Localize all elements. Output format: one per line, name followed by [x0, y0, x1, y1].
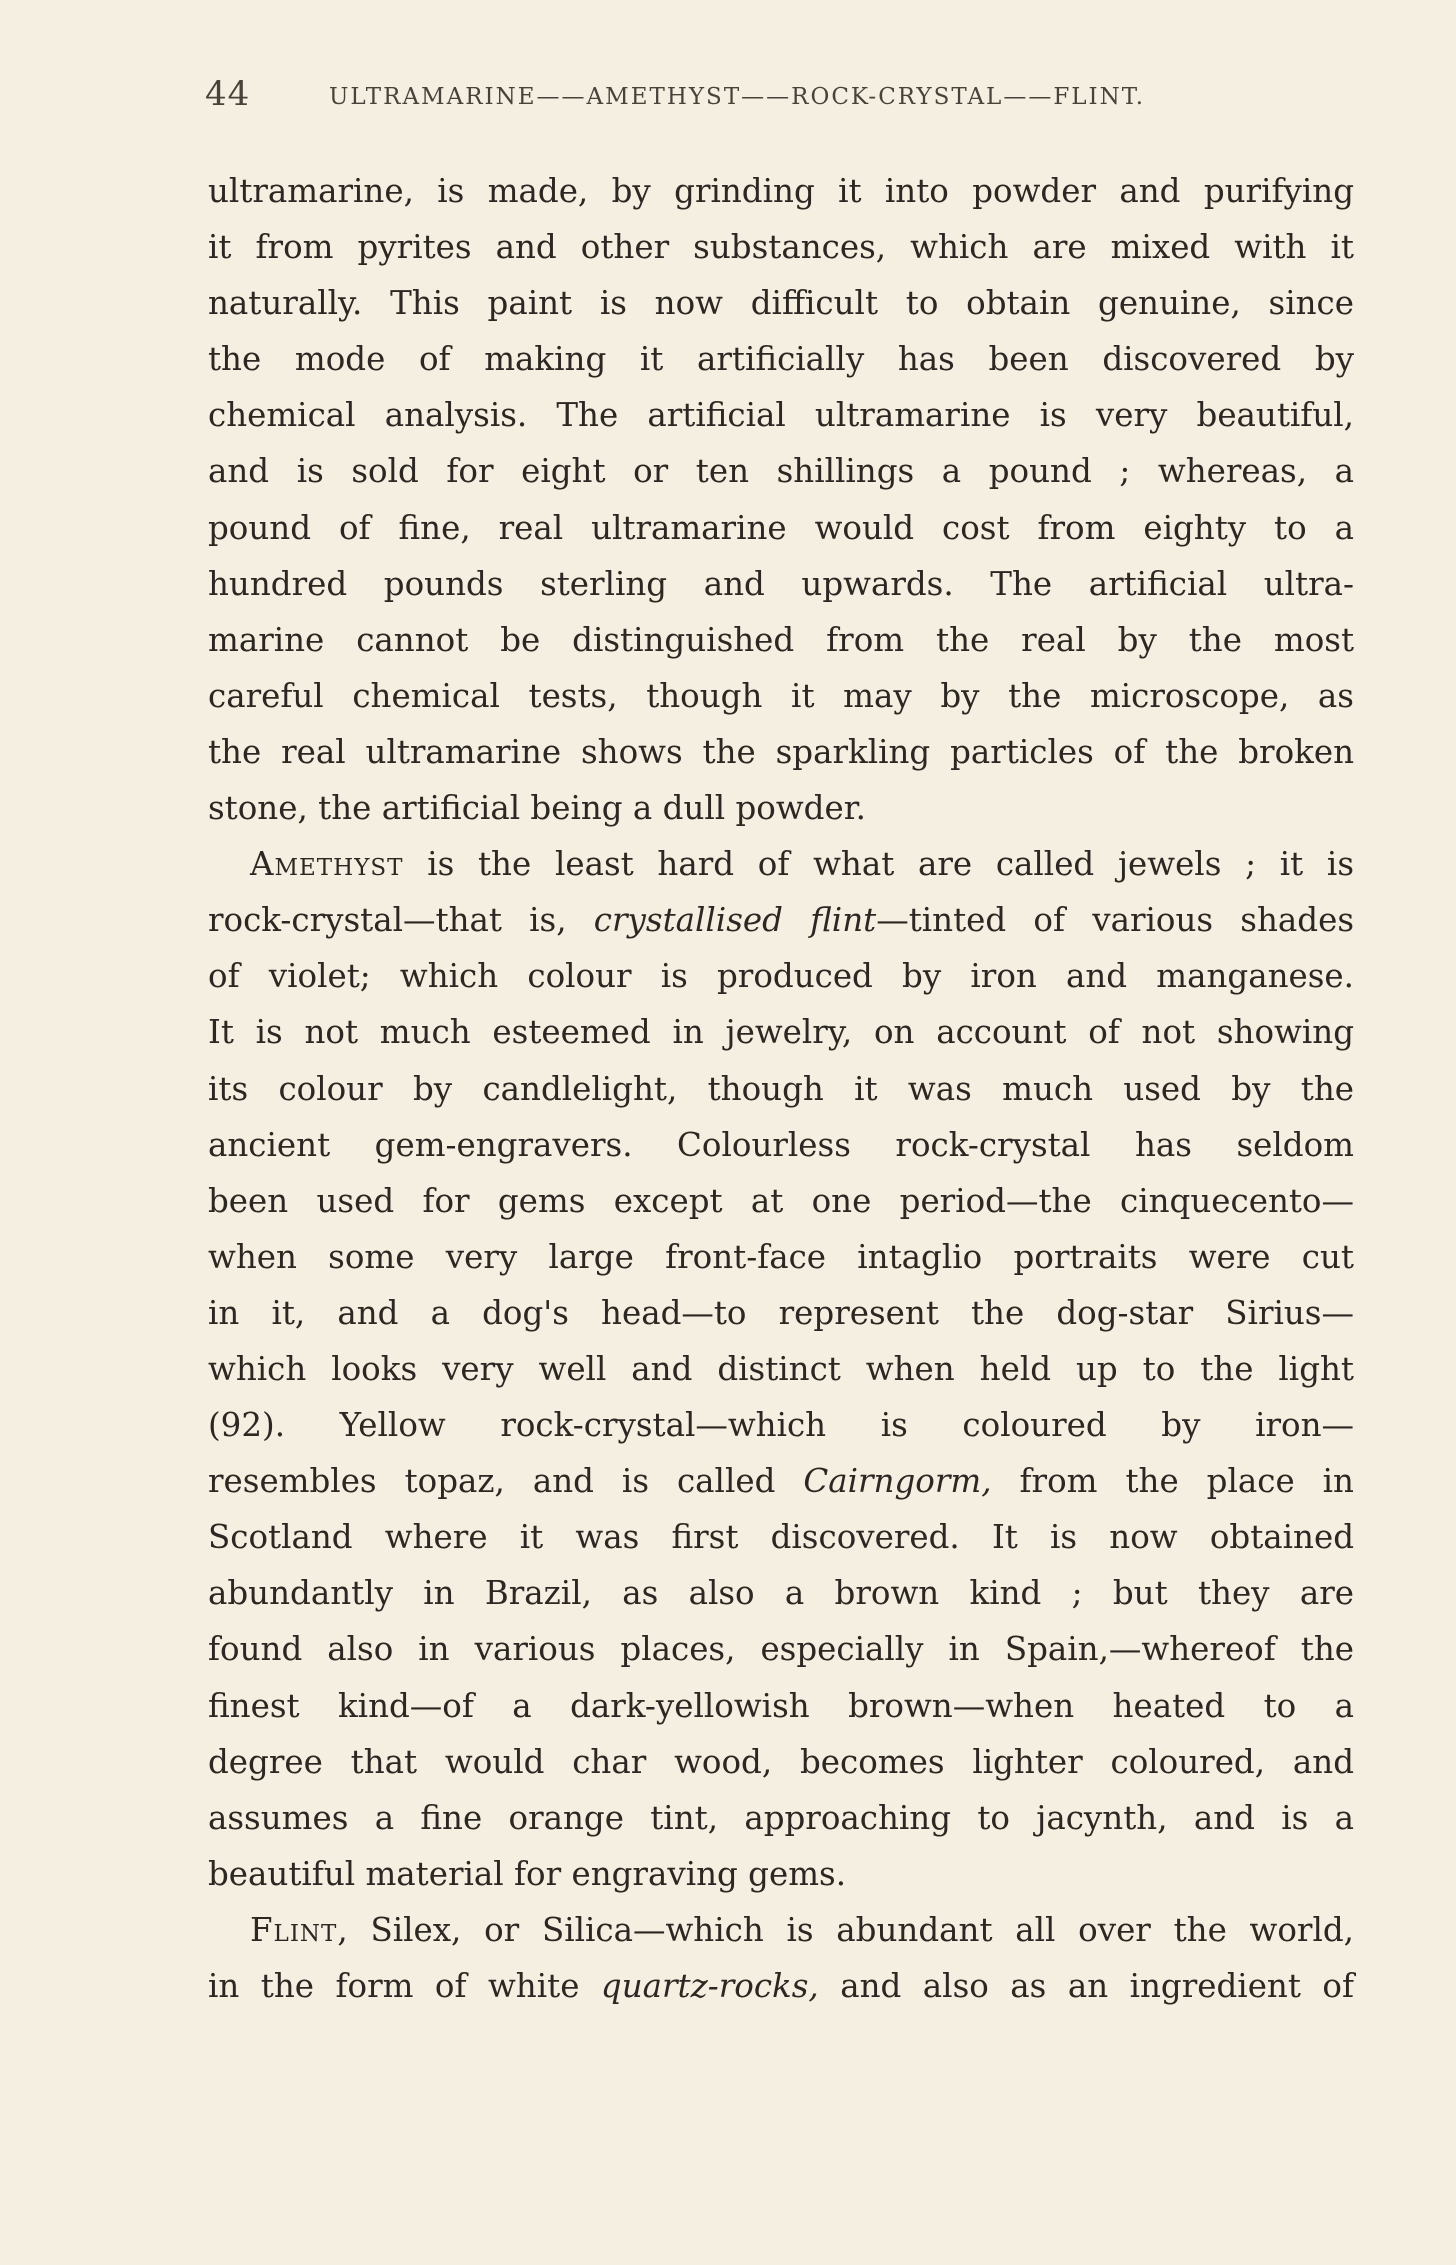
text-line: stone, the artificial being a dull powder. — [208, 789, 867, 828]
text-line: been used for gems except at one period—the cinquecento— — [208, 1181, 1354, 1220]
text-line: assumes a fine orange tint, approaching to jacynth, and is a — [208, 1798, 1354, 1837]
text-line: found also in various places, especially in Spain,—whereof the — [208, 1630, 1354, 1669]
text-run: resembles topaz, and is called — [208, 1462, 804, 1501]
text-line: naturally. This paint is now difficult to obtain genuine, since — [208, 284, 1354, 323]
running-head: ULTRAMARINE——AMETHYST——ROCK-CRYSTAL——FLINT. — [329, 84, 1146, 110]
text-run: in the form of white — [208, 1967, 601, 2005]
text-line — [208, 1958, 1354, 2014]
lead-term-flint: Flint — [250, 1910, 338, 1949]
page-number: 44 — [205, 74, 251, 114]
text-run: is the least hard of what are called jewels ; it is — [403, 845, 1354, 884]
text-line: in it, and a dog's head—to represent the dog-star Sirius— — [208, 1293, 1354, 1332]
text-line: it from pyrites and other substances, which are mixed with it — [208, 228, 1354, 267]
text-line: finest kind—of a dark-yellowish brown—when heated to a — [208, 1686, 1354, 1725]
italic-term: crystallised flint — [593, 901, 877, 940]
text-line: which looks very well and distinct when held up to the light — [208, 1349, 1354, 1388]
text-line: marine cannot be distinguished from the real by the most — [208, 620, 1354, 659]
text-line: the mode of making it artificially has been discovered by — [208, 340, 1354, 379]
italic-term: Cairngorm, — [803, 1462, 992, 1501]
text-run: —tinted of various shades — [876, 901, 1354, 940]
text-run: , Silex, or Silica—which is abundant all over the world, — [337, 1910, 1354, 1949]
text-line: It is not much esteemed in jewelry, on account of not showing — [208, 1013, 1354, 1052]
text-line: beautiful material for engraving gems. — [208, 1854, 847, 1893]
text-line: degree that would char wood, becomes lighter coloured, and — [208, 1742, 1354, 1781]
text-line: careful chemical tests, though it may by the microscope, as — [208, 676, 1354, 715]
lead-term-amethyst: Amethyst — [250, 845, 404, 884]
text-line — [208, 1453, 1354, 1509]
text-line — [208, 892, 1354, 948]
text-line: abundantly in Brazil, as also a brown kind ; but they are — [208, 1574, 1354, 1613]
text-line: the real ultramarine shows the sparkling particles of the broken — [208, 732, 1354, 771]
text-line: when some very large front-face intaglio portraits were cut — [208, 1237, 1354, 1276]
text-line: chemical analysis. The artificial ultramarine is very beautiful, — [208, 396, 1354, 435]
paragraph-start-amethyst — [208, 836, 1354, 892]
body-text — [208, 163, 1354, 2014]
text-line: its colour by candlelight, though it was much used by the — [208, 1069, 1354, 1108]
text-line: hundred pounds sterling and upwards. The artificial ultra- — [208, 564, 1354, 603]
text-line: and is sold for eight or ten shillings a pound ; whereas, a — [208, 452, 1354, 491]
page-header — [205, 74, 1355, 114]
text-line: ultramarine, is made, by grinding it into powder and purifying — [208, 172, 1354, 210]
text-run: and also as an ingredient of — [818, 1967, 1354, 2005]
text-run: from the place in — [991, 1462, 1354, 1501]
text-line: (92). Yellow rock-crystal—which is coloured by iron— — [208, 1406, 1354, 1445]
paragraph-start-flint — [208, 1902, 1354, 1958]
text-run: rock-crystal—that is, — [208, 901, 594, 940]
text-line: Scotland where it was first discovered. It is now obtained — [208, 1518, 1354, 1557]
text-line: of violet; which colour is produced by iron and manganese. — [208, 957, 1354, 996]
text-line: ancient gem-engravers. Colourless rock-crystal has seldom — [208, 1125, 1354, 1164]
text-line: pound of fine, real ultramarine would cost from eighty to a — [208, 508, 1354, 547]
italic-term: quartz-rocks, — [600, 1967, 819, 2005]
